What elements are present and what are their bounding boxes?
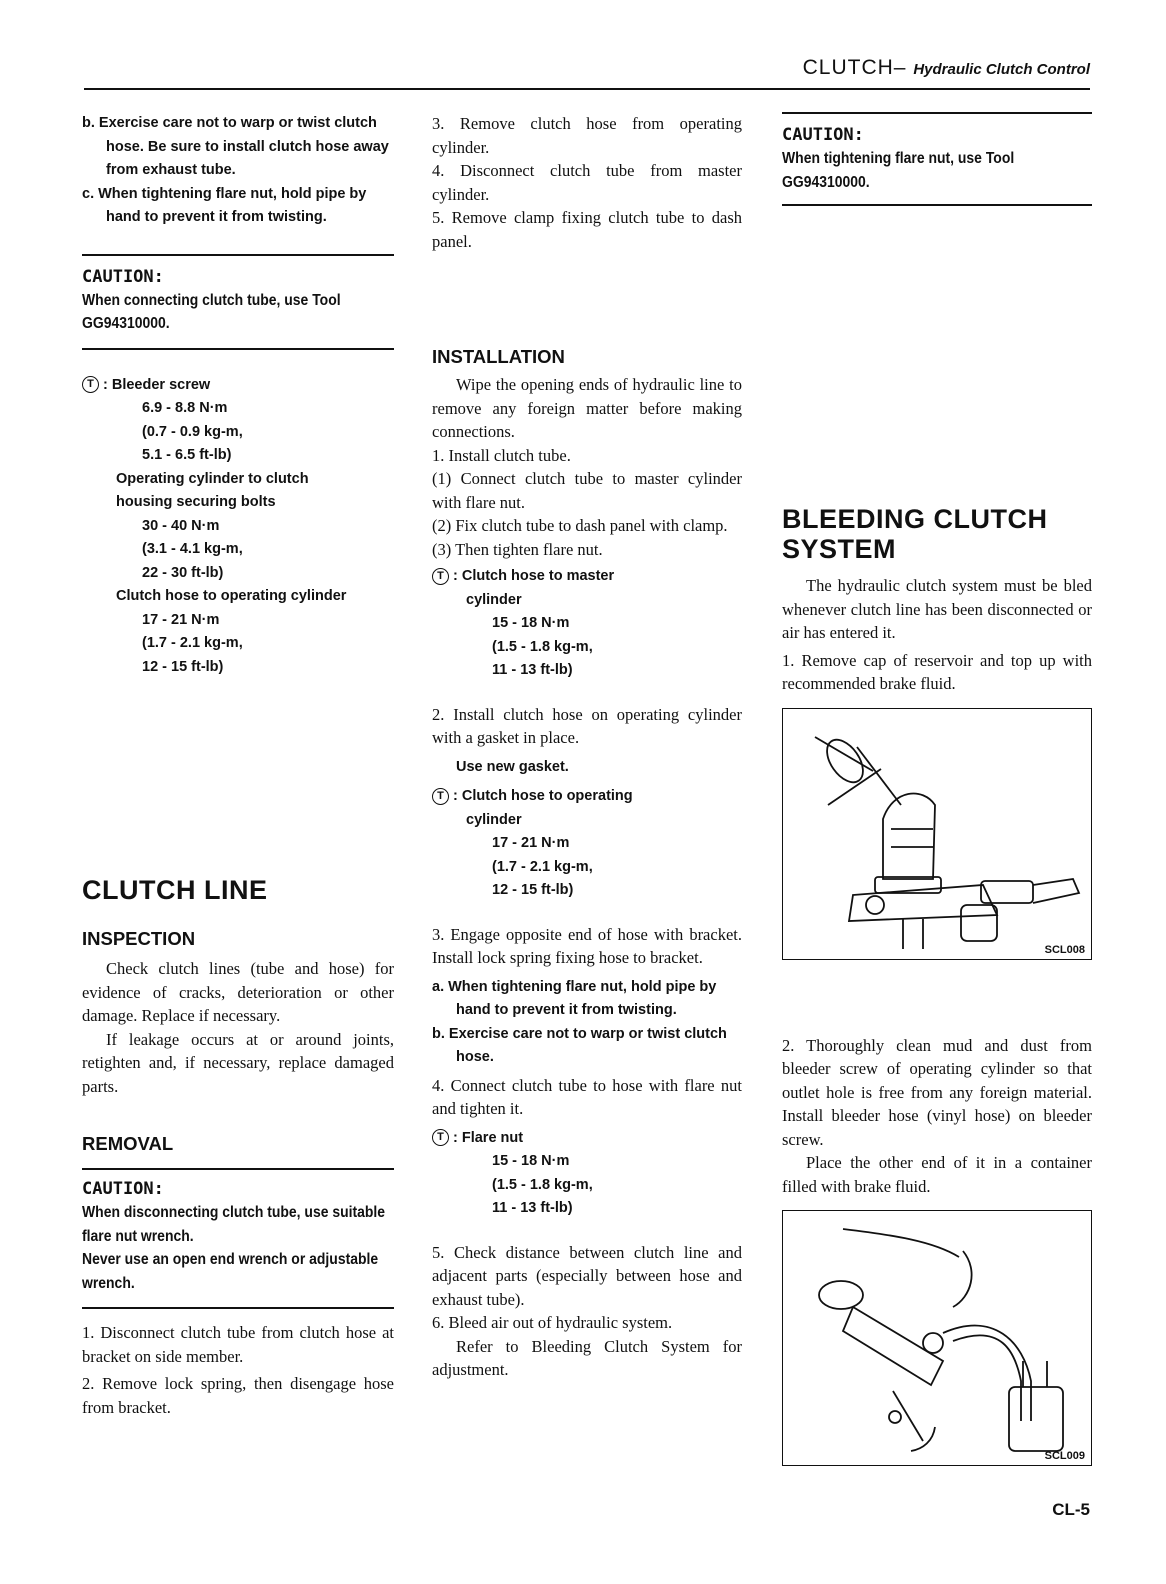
removal-step: 2. Remove lock spring, then disengage hose from bracket.	[82, 1374, 394, 1417]
installation-note: Refer to Bleeding Clutch System for adjustment.	[432, 1336, 742, 1379]
installation-substep: (3) Then tighten flare nut.	[432, 539, 603, 559]
spec-item: Operating cylinder to clutch	[116, 470, 309, 487]
spec-value: (1.7 - 2.1 kg-m,	[142, 635, 243, 651]
removal-step: 3. Remove clutch hose from operating cylinder.	[432, 114, 742, 157]
installation-substep: (1) Connect clutch tube to master cylinder with flare nut.	[432, 469, 742, 512]
spec-value: 15 - 18 N·m	[492, 1153, 570, 1169]
installation-step: 5. Check distance between clutch line and adjacent parts (especially between hose and exhaust tube).	[432, 1242, 742, 1309]
column-middle	[432, 112, 742, 1382]
torque-spec-block	[82, 374, 394, 680]
spec-value: 6.9 - 8.8 N·m	[142, 400, 228, 416]
bleeder-hose-illustration	[783, 1211, 1091, 1465]
spec-value: (0.7 - 0.9 kg-m,	[142, 423, 243, 440]
header-subsection: Hydraulic Clutch Control	[913, 61, 1090, 78]
installation-intro: Wipe the opening ends of hydraulic line to remove any foreign matter before making connections.	[432, 375, 742, 441]
torque-icon: T	[432, 1129, 449, 1146]
spec-value: 11 - 13 ft-lb)	[492, 662, 573, 678]
subsection-title-installation: INSTALLATION	[432, 346, 565, 367]
column-left	[82, 112, 394, 1419]
spec-value: 15 - 18 N·m	[492, 615, 570, 631]
torque-icon: T	[432, 568, 449, 585]
figure-label: SCL009	[1044, 1450, 1085, 1462]
spec-item: cylinder	[466, 591, 522, 608]
caution-box	[82, 1170, 394, 1307]
running-header	[760, 56, 1090, 80]
note-a: a. When tightening flare nut, hold pipe by hand to prevent it from twisting.	[432, 978, 717, 1018]
spec-value: 30 - 40 N·m	[142, 517, 220, 534]
inspection-paragraph: If leakage occurs at or around joints, retighten and, if necessary, replace damaged parts.	[82, 1029, 394, 1096]
header-section: CLUTCH	[802, 56, 894, 79]
spec-value: 22 - 30 ft-lb)	[142, 564, 224, 581]
caution-title: CAUTION:	[782, 125, 864, 145]
spec-item: : Flare nut	[453, 1129, 524, 1146]
torque-icon: T	[432, 788, 449, 805]
spec-item: Clutch hose to operating cylinder	[116, 588, 347, 604]
caution-text: When connecting clutch tube, use Tool GG94310000.	[82, 291, 341, 332]
torque-icon: T	[82, 376, 99, 393]
header-rule	[84, 88, 1090, 90]
header-dash: –	[893, 56, 907, 79]
spec-item: : Clutch hose to master	[453, 568, 615, 584]
caution-box	[782, 114, 1092, 204]
removal-step: 5. Remove clamp fixing clutch tube to dash panel.	[432, 208, 742, 251]
caution-text: Never use an open end wrench or adjustable wrench.	[82, 1251, 379, 1292]
spec-value: 12 - 15 ft-lb)	[142, 658, 224, 675]
installation-step: 6. Bleed air out of hydraulic system.	[432, 1313, 673, 1332]
spec-value: (3.1 - 4.1 kg-m,	[142, 541, 243, 557]
subsection-title-removal: REMOVAL	[82, 1133, 174, 1154]
note-c: c. When tightening flare nut, hold pipe by hand to prevent it from twisting.	[82, 185, 367, 225]
installation-step: 1. Install clutch tube.	[432, 445, 571, 465]
spec-item: : Clutch hose to operating	[453, 788, 633, 804]
section-title-bleeding-line2: SYSTEM	[782, 534, 897, 564]
spec-value: (1.7 - 2.1 kg-m,	[492, 858, 593, 875]
installation-step: 4. Connect clutch tube to hose with flare nut and tighten it.	[432, 1075, 742, 1118]
column-right	[782, 112, 1092, 1466]
installation-substep: (2) Fix clutch tube to dash panel with clamp.	[432, 516, 728, 535]
section-title-bleeding-line1: BLEEDING CLUTCH	[782, 504, 1048, 534]
bleeding-step: 2. Thoroughly clean mud and dust from bleeder screw of operating cylinder so that outlet hole is free from any foreign material. Install bleeder hose (vinyl hose) on bleeder screw.	[782, 1035, 1092, 1149]
installation-step: 3. Engage opposite end of hose with bracket. Install lock spring fixing hose to bracket.	[432, 924, 742, 967]
caution-rule-bottom	[782, 204, 1092, 206]
removal-step: 4. Disconnect clutch tube from master cylinder.	[432, 161, 742, 204]
spec-value: (1.5 - 1.8 kg-m,	[492, 1176, 593, 1193]
caution-title: CAUTION:	[82, 266, 164, 287]
bleeding-step: 1. Remove cap of reservoir and top up with recommended brake fluid.	[782, 650, 1092, 693]
note-b: b. Exercise care not to warp or twist clutch hose.	[432, 1025, 727, 1065]
torque-spec-block	[432, 1127, 742, 1221]
section-title-clutch-line: CLUTCH LINE	[82, 875, 268, 905]
torque-spec-block	[432, 565, 742, 683]
spec-item: housing securing bolts	[116, 494, 276, 510]
spec-value: 5.1 - 6.5 ft-lb)	[142, 447, 232, 463]
inspection-paragraph: Check clutch lines (tube and hose) for evidence of cracks, deterioration or other damage. Replace if necessary.	[82, 959, 394, 1025]
figure-label: SCL008	[1044, 943, 1085, 956]
installation-step: 2. Install clutch hose on operating cylinder with a gasket in place.	[432, 704, 742, 747]
caution-title: CAUTION:	[82, 1179, 164, 1199]
caution-rule-bottom	[82, 348, 394, 350]
figure-master-cylinder	[782, 708, 1092, 960]
removal-step: 1. Disconnect clutch tube from clutch hose at bracket on side member.	[82, 1323, 394, 1366]
spec-value: 17 - 21 N·m	[142, 611, 220, 628]
bleeding-intro: The hydraulic clutch system must be bled whenever clutch line has been disconnected or air has entered it.	[782, 576, 1092, 642]
figure-bleeder-hose	[782, 1210, 1092, 1466]
spec-item: cylinder	[466, 811, 522, 828]
spec-item: : Bleeder screw	[103, 376, 211, 393]
master-cylinder-illustration	[783, 709, 1091, 959]
page-number: CL-5	[1052, 1500, 1090, 1519]
subsection-title-inspection: INSPECTION	[82, 928, 196, 949]
caution-rule-bottom	[82, 1307, 394, 1309]
spec-value: 11 - 13 ft-lb)	[492, 1200, 573, 1216]
bleeding-note: Place the other end of it in a container filled with brake fluid.	[782, 1153, 1092, 1196]
spec-value: 17 - 21 N·m	[492, 835, 570, 851]
caution-box	[82, 256, 394, 348]
spec-value: 12 - 15 ft-lb)	[492, 882, 574, 898]
caution-text: When tightening flare nut, use Tool GG94310000.	[782, 150, 1015, 191]
torque-spec-block	[432, 785, 742, 903]
use-new-gasket: Use new gasket.	[456, 758, 569, 775]
spec-value: (1.5 - 1.8 kg-m,	[492, 638, 593, 655]
caution-text: When disconnecting clutch tube, use suitable flare nut wrench.	[82, 1204, 386, 1245]
note-b: b. Exercise care not to warp or twist clutch hose. Be sure to install clutch hose away from exhaust tube.	[82, 115, 389, 178]
